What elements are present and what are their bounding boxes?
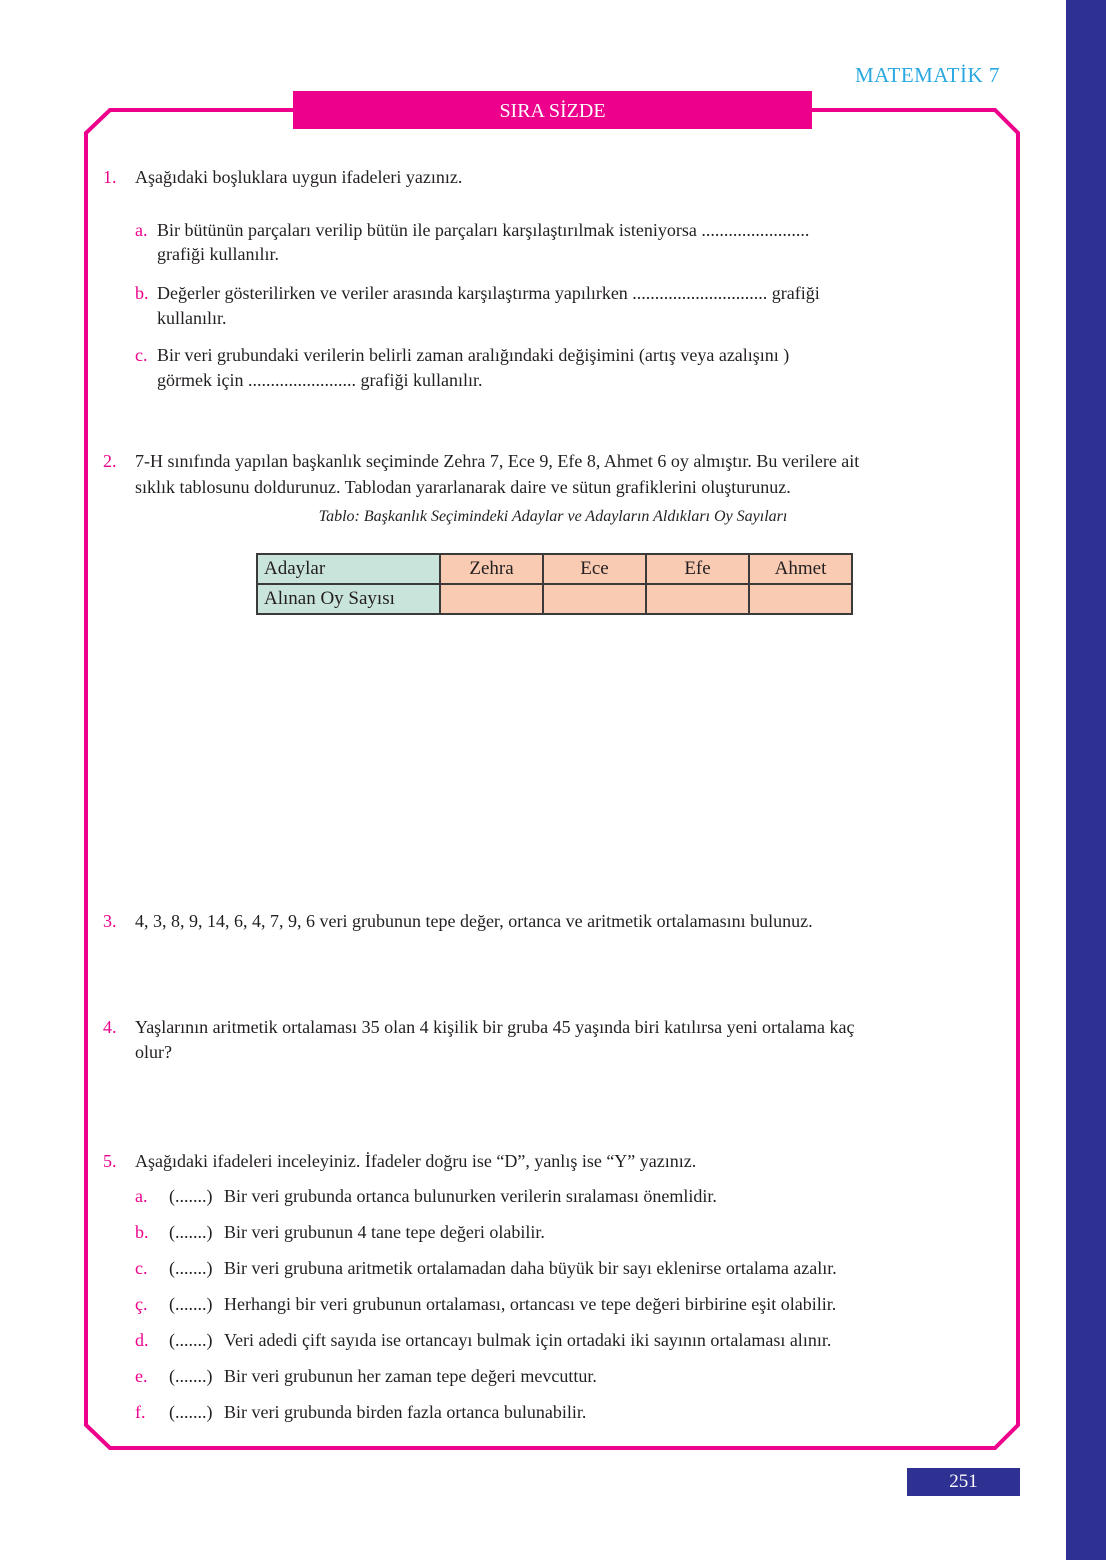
item-text: Bir bütünün parçaları verilip bütün ile parçaları karşılaştırılmak isteniyorsa ........................ [157, 220, 810, 240]
table-row [257, 584, 852, 614]
item-text: Değerler gösterilirken ve veriler arasında karşılaştırma yapılırken .............................. grafiği [157, 283, 820, 303]
candidate-cell: Zehra [440, 554, 543, 584]
answer-blank[interactable]: (.......) [169, 1330, 213, 1350]
question-text: Aşağıdaki boşluklara uygun ifadeleri yazınız. [135, 167, 463, 187]
vote-cell[interactable] [543, 584, 646, 614]
item-label: c. [135, 1258, 148, 1278]
item-label: d. [135, 1330, 149, 1350]
page-number: 251 [907, 1468, 1020, 1496]
item-text-cont: görmek için ........................ grafiği kullanılır. [157, 370, 483, 390]
vote-cell[interactable] [440, 584, 543, 614]
answer-blank[interactable]: (.......) [169, 1402, 213, 1422]
statement-text: Bir veri grubunun her zaman tepe değeri mevcuttur. [224, 1366, 597, 1386]
question-number: 1. [103, 167, 117, 187]
item-label: b. [135, 1222, 149, 1242]
statement-text: Herhangi bir veri grubunun ortalaması, ortancası ve tepe değeri birbirine eşit olabilir. [224, 1294, 837, 1314]
statement-text: Bir veri grubunun 4 tane tepe değeri olabilir. [224, 1222, 545, 1242]
question-number: 4. [103, 1017, 117, 1037]
vote-cell[interactable] [749, 584, 852, 614]
item-label: a. [135, 1186, 148, 1206]
subject-title: MATEMATİK 7 [855, 63, 1000, 87]
statement-text: Bir veri grubuna aritmetik ortalamadan daha büyük bir sayı eklenirse ortalama azalır. [224, 1258, 837, 1278]
item-text: Bir veri grubundaki verilerin belirli zaman aralığındaki değişimini (artış veya azalışını ) [157, 345, 790, 365]
item-label: ç. [135, 1294, 148, 1314]
item-text-cont: grafiği kullanılır. [157, 244, 279, 264]
statement-text: Veri adedi çift sayıda ise ortancayı bulmak için ortadaki iki sayının ortalaması alınır. [224, 1330, 832, 1350]
row-header: Adaylar [257, 554, 440, 584]
section-title: SIRA SİZDE [499, 100, 606, 122]
question-number: 3. [103, 911, 117, 931]
item-label: f. [135, 1402, 146, 1422]
answer-blank[interactable]: (.......) [169, 1258, 213, 1278]
answer-blank[interactable]: (.......) [169, 1222, 213, 1242]
answer-blank[interactable]: (.......) [169, 1366, 213, 1386]
item-label: a. [135, 220, 148, 240]
question-text-cont: sıklık tablosunu doldurunuz. Tablodan yararlanarak daire ve sütun grafiklerini oluşturunuz. [135, 477, 791, 497]
answer-blank[interactable]: (.......) [169, 1186, 213, 1206]
row-header: Alınan Oy Sayısı [257, 584, 440, 614]
question-number: 2. [103, 451, 117, 471]
statement-text: Bir veri grubunda ortanca bulunurken verilerin sıralaması önemlidir. [224, 1186, 717, 1206]
section-title-banner [293, 91, 812, 129]
answer-blank[interactable]: (.......) [169, 1294, 213, 1314]
question-number: 5. [103, 1151, 117, 1171]
question-text: Yaşlarının aritmetik ortalaması 35 olan 4 kişilik bir gruba 45 yaşında biri katılırsa yeni ortalama kaç [135, 1017, 855, 1037]
question-text: 4, 3, 8, 9, 14, 6, 4, 7, 9, 6 veri grubunun tepe değer, ortanca ve aritmetik ortalamasını bulunuz. [135, 911, 813, 931]
candidate-cell: Ece [543, 554, 646, 584]
question-text-cont: olur? [135, 1042, 172, 1062]
vote-cell[interactable] [646, 584, 749, 614]
table-row [257, 554, 852, 584]
item-label: c. [135, 345, 148, 365]
candidate-cell: Ahmet [749, 554, 852, 584]
frequency-table [256, 553, 853, 615]
candidate-cell: Efe [646, 554, 749, 584]
table-caption: Tablo: Başkanlık Seçimindeki Adaylar ve Adayların Aldıkları Oy Sayıları [318, 508, 788, 525]
item-label: e. [135, 1366, 148, 1386]
item-label: b. [135, 283, 149, 303]
question-text: 7-H sınıfında yapılan başkanlık seçiminde Zehra 7, Ece 9, Efe 8, Ahmet 6 oy almıştır. Bu verilere ait [135, 451, 860, 471]
item-text-cont: kullanılır. [157, 308, 227, 328]
question-text: Aşağıdaki ifadeleri inceleyiniz. İfadeler doğru ise “D”, yanlış ise “Y” yazınız. [135, 1151, 697, 1171]
statement-text: Bir veri grubunda birden fazla ortanca bulunabilir. [224, 1402, 587, 1422]
